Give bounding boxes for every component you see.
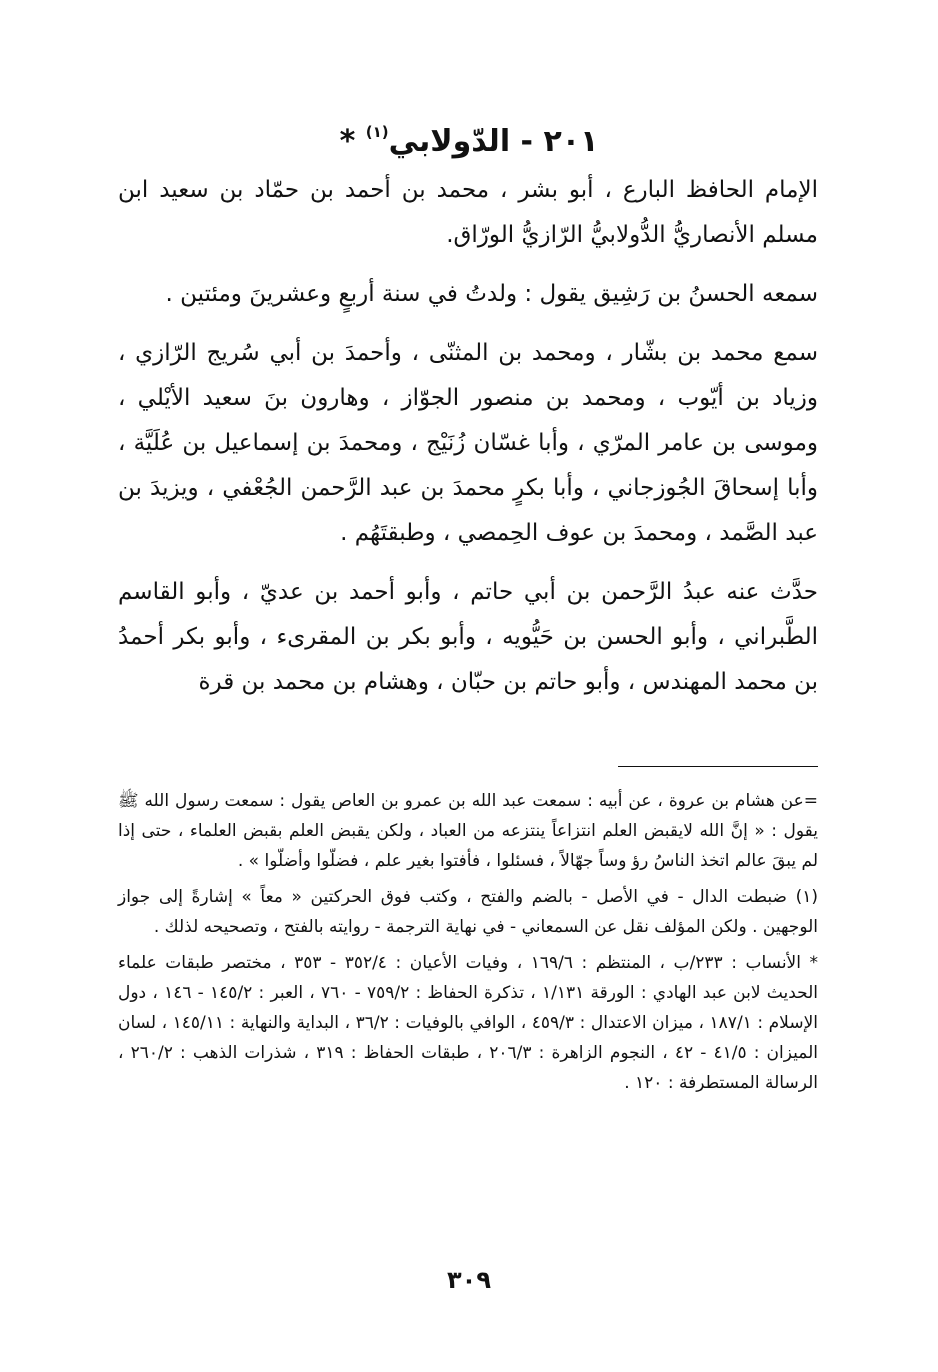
footnote-continued: =عن هشام بن عروة ، عن أبيه : سمعت عبد الله بن عمرو بن العاص يقول : سمعت رسول الله ﷺ يقول : « إنَّ الله لايقبض العلم انتزاعاً ينتزعه من العباد ، ولكن يقبض العلم بقبض العلماء ، حتى إذا لم يبقَ عالم اتخذ الناسُ رؤ وساً جهّالاً ، فسئلوا ، فأفتوا بغير علم ، فضلّوا وأضلّوا » . [118, 791, 818, 871]
paragraph-name: الإمام الحافظ البارع ، أبو بشر ، محمد بن أحمد بن حمّاد بن سعيد ابن مسلم الأنصاريُّ الدُّولابيُّ الرّازيُّ الورّاق. [118, 177, 818, 248]
paragraph-teachers: سمع محمد بن بشّار ، ومحمد بن المثنّى ، وأحمدَ بن أبي سُريج الرّازي ، وزياد بن أيّوب ، ومحمد بن منصور الجوّاز ، وهارون بنَ سعيد الأيْلي ، وموسى بن عامر المرّي ، وأبا غسّان زُنَيْج ، ومحمدَ بن إسماعيل بن عُلَيَّة ، وأبا إسحاقَ الجُوزجاني ، وأبا بكرٍ محمدَ بن عبد الرَّحمن الجُعْفي ، ويزيدَ بن عبد الصَّمد ، ومحمدَ بن عوف الحِمصي ، وطبقتَهُم . [118, 340, 818, 546]
paragraph-students: حدَّث عنه عبدُ الرَّحمن بن أبي حاتم ، وأبو أحمد بن عديّ ، وأبو القاسم الطَّبراني ، وأبو الحسن بن حَيُّويه ، وأبو بكر بن المقرىء ، وأبو بكر أحمدُ بن محمد المهندس ، وأبو حاتم بن حبّان ، وهشام بن محمد بن قرة [118, 579, 818, 695]
footnote-divider [618, 766, 818, 767]
footnotes [118, 786, 818, 1104]
footnote-1: (١) ضبطت الدال - في الأصل - بالضم والفتح ، وكتب فوق الحركتين « معاً » إشارةً إلى جواز الوجهين . ولكن المؤلف نقل عن السمعاني - في نهاية الترجمة - روايته بالفتح ، وتصحيحه لذلك . [118, 887, 818, 937]
entry-heading [0, 108, 938, 166]
main-text [118, 168, 818, 705]
star-icon: * [339, 124, 356, 159]
entry-title: ٢٠١ - الدّولابي [388, 124, 599, 159]
paragraph-birth: سمعه الحسنُ بن رَشِيق يقول : ولدتُ في سنة أربعٍ وعشرينَ ومئتين . [165, 281, 818, 307]
footnote-sources: * الأنساب : ٢٣٣/ب ، المنتظم : ١٦٩/٦ ، وفيات الأعيان : ٣٥٢/٤ - ٣٥٣ ، مختصر طبقات علماء الحديث لابن عبد الهادي : الورقة ١/١٣١ ، تذكرة الحفاظ : ٧٥٩/٢ - ٧٦٠ ، العبر : ١٤٥/٢ - ١٤٦ ، دول الإسلام : ١٨٧/١ ، ميزان الاعتدال : ٤٥٩/٣ ، الوافي بالوفيات : ٣٦/٢ ، البداية والنهاية : ١٤٥/١١ ، لسان الميزان : ٤١/٥ - ٤٢ ، النجوم الزاهرة : ٢٠٦/٣ ، طبقات الحفاظ : ٣١٩ ، شذرات الذهب : ٢٦٠/٢ ، الرسالة المستطرفة : ١٢٠ . [118, 953, 818, 1093]
page-number: ٣٠٩ [447, 1266, 491, 1294]
footnote-marker: (١) [365, 123, 389, 141]
